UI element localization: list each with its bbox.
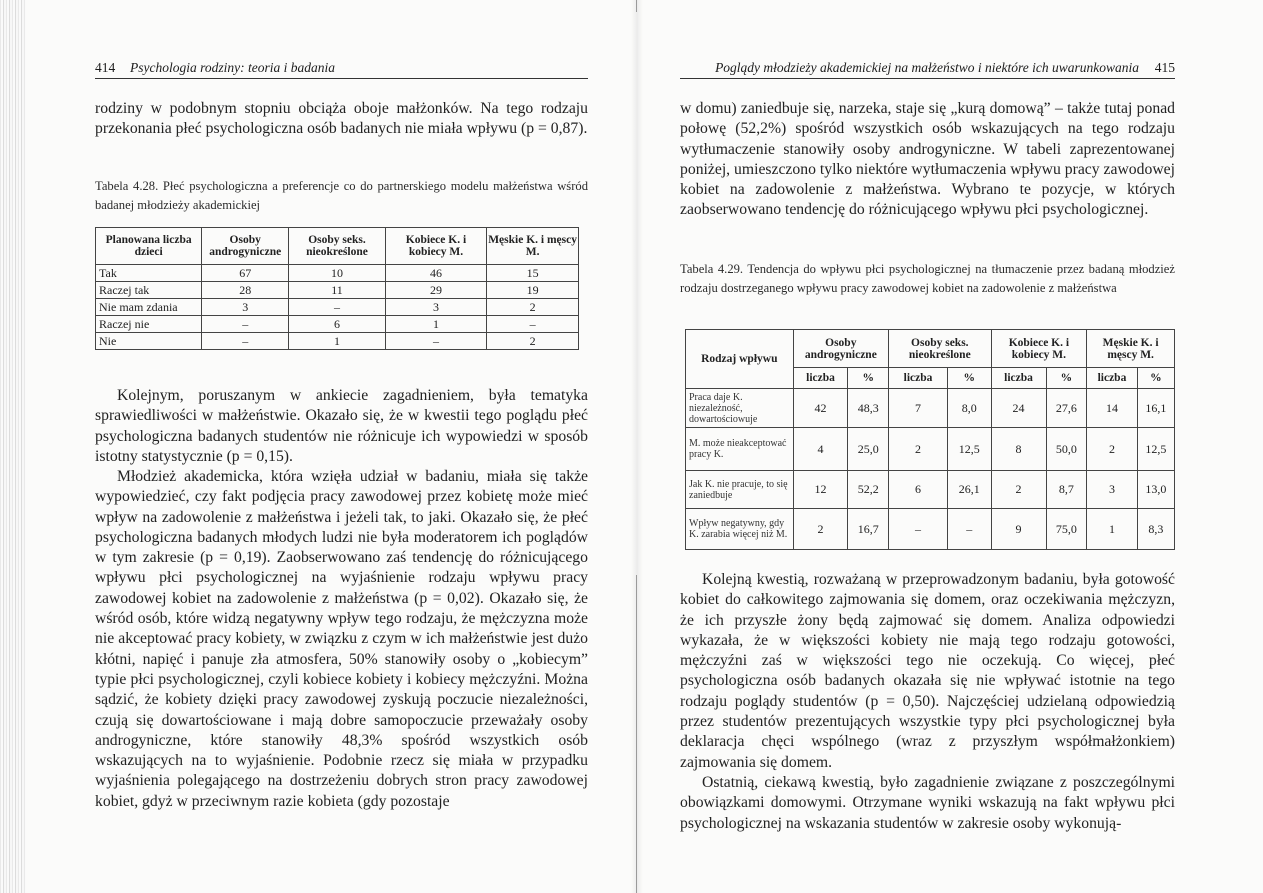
table-cell: 29	[385, 282, 486, 299]
table-cell: 13,0	[1137, 471, 1174, 509]
table-cell: 16,1	[1137, 389, 1174, 428]
table-cell: 42	[793, 389, 848, 428]
column-header: Osoby androgyniczne	[793, 330, 888, 368]
row-label: M. może nieakceptować pracy K.	[686, 428, 794, 471]
table-cell: 6	[289, 316, 386, 333]
row-label: Wpływ negatywny, gdy K. zarabia więcej niż M.	[686, 509, 794, 550]
table-row	[96, 299, 579, 316]
table-row	[96, 333, 579, 350]
table-cell: 3	[1087, 471, 1137, 509]
subheader-count: liczba	[889, 368, 948, 389]
table-cell: 16,7	[848, 509, 889, 550]
table-cell: –	[487, 316, 579, 333]
table-cell: 3	[202, 299, 289, 316]
paragraph: w domu) zaniedbuje się, narzeka, staje się „kurą domową” – także tutaj ponad połowę (52,2%) spośród wszystkich osób wskazujących na tego rodzaju wytłumaczenie stanowiły osoby androgyniczne. W tabeli zaprezentowanej poniżej, umieszczono tylko niektóre wytłumaczenia wpływu pracy zawodowej kobiet na zadowolenie z małżeństwa. Wybrano te pozycje, w których zaobserwowano tendencję do różnicującego wpływu płci psychologicznej.	[680, 100, 1175, 219]
table-cell: 6	[889, 471, 948, 509]
table-cell: 67	[202, 265, 289, 282]
page-number: 414	[95, 60, 116, 75]
table-cell: 9	[991, 509, 1046, 550]
gutter-line	[636, 0, 637, 12]
table-cell: 12,5	[947, 428, 991, 471]
table-cell: 2	[487, 333, 579, 350]
table-cell: 12,5	[1137, 428, 1174, 471]
paragraph: Kolejną kwestią, rozważaną w przeprowadzonym badaniu, była gotowość kobiet do całkowitego zajmowania się domem, oraz oczekiwania mężczyzn, że ich przyszłe żony będą zajmować się domem. Analiza odpowiedzi wykazała, że w większości kobiety nie mają tego rodzaju gotowości, mężczyźni zaś w większości tego nie oczekują. Co więcej, płeć psychologiczna osób badanych okazała się nie wpływać istotnie na tego rodzaju poglądy studentów (p = 0,50). Najczęściej udzielaną odpowiedzią przez studentów prezentujących wszystkie typy płci psychologicznej była deklaracja chęci wspólnego (wraz z przyszłym współmałżonkiem) zajmowania się domem.	[680, 571, 1175, 771]
table-cell: 46	[385, 265, 486, 282]
table-cell: 8	[991, 428, 1046, 471]
table-cell: 1	[385, 316, 486, 333]
table-cell: 11	[289, 282, 386, 299]
subheader-count: liczba	[991, 368, 1046, 389]
table-cell: 2	[793, 509, 848, 550]
column-header: Męskie K. i męscy M.	[487, 228, 579, 265]
table-cell: 7	[889, 389, 948, 428]
table-cell: 19	[487, 282, 579, 299]
left-page	[95, 0, 588, 893]
table-row	[96, 265, 579, 282]
table-cell: 8,7	[1046, 471, 1087, 509]
table-cell: 8,3	[1137, 509, 1174, 550]
column-header: Kobiece K. i kobiecy M.	[385, 228, 486, 265]
subheader-count: liczba	[1087, 368, 1137, 389]
subheader-percent: %	[947, 368, 991, 389]
table-cell: 52,2	[848, 471, 889, 509]
table-4-29	[685, 329, 1175, 550]
table-cell: 8,0	[947, 389, 991, 428]
table-cell: –	[289, 299, 386, 316]
table-cell: 2	[1087, 428, 1137, 471]
subheader-percent: %	[848, 368, 889, 389]
table-cell: 50,0	[1046, 428, 1087, 471]
table-cell: 27,6	[1046, 389, 1087, 428]
table-cell: 2	[889, 428, 948, 471]
table-cell: –	[202, 333, 289, 350]
table-cell: –	[889, 509, 948, 550]
table-row	[686, 509, 1175, 550]
column-header: Osoby seks. nieokreślone	[889, 330, 992, 368]
column-header: Planowana liczba dzieci	[96, 228, 202, 265]
subheader-count: liczba	[793, 368, 848, 389]
table-cell: –	[385, 333, 486, 350]
table-cell: 14	[1087, 389, 1137, 428]
table-row	[686, 471, 1175, 509]
gutter-line	[636, 575, 637, 893]
table-cell: 2	[487, 299, 579, 316]
column-header: Osoby androgyniczne	[202, 228, 289, 265]
subheader-percent: %	[1046, 368, 1087, 389]
paragraph: Ostatnią, ciekawą kwestią, było zagadnienie związane z poszczególnymi obowiązkami domowymi. Otrzymane wyniki wskazują na fakt wpływu płci psychologicznej na wskazania studentów w zakresie osoby wykonują-	[680, 774, 1175, 832]
binding-edge	[0, 0, 26, 893]
row-label: Raczej tak	[96, 282, 202, 299]
row-label: Raczej nie	[96, 316, 202, 333]
table-header-row	[686, 330, 1175, 368]
table-row	[686, 428, 1175, 471]
table-cell: 25,0	[848, 428, 889, 471]
column-header: Osoby seks. nieokreślone	[289, 228, 386, 265]
table-cell: 75,0	[1046, 509, 1087, 550]
table-row	[96, 282, 579, 299]
table-cell: 24	[991, 389, 1046, 428]
table-4-28	[95, 227, 579, 350]
table-header-row	[96, 228, 579, 265]
row-label: Nie	[96, 333, 202, 350]
table-cell: 26,1	[947, 471, 991, 509]
row-label: Nie mam zdania	[96, 299, 202, 316]
paragraph: Kolejnym, poruszanym w ankiecie zagadnieniem, była tematyka sprawiedliwości w małżeństwie. Okazało się, że w kwestii tego poglądu płeć psychologiczna badanych studentów nie różnicuje ich wypowiedzi w sposób istotny statystycznie (p = 0,15).	[95, 387, 588, 465]
table-cell: 15	[487, 265, 579, 282]
subheader-percent: %	[1137, 368, 1174, 389]
table-cell: 3	[385, 299, 486, 316]
column-header: Męskie K. i męscy M.	[1087, 330, 1175, 368]
table-cell: 48,3	[848, 389, 889, 428]
table-cell: 1	[289, 333, 386, 350]
table-cell: 12	[793, 471, 848, 509]
running-header	[680, 60, 1175, 79]
table-cell: 4	[793, 428, 848, 471]
page-number: 415	[1154, 60, 1175, 75]
table-cell: 28	[202, 282, 289, 299]
paragraph: rodziny w podobnym stopniu obciąża oboje małżonków. Na tego rodzaju przekonania płeć psychologiczna osób badanych nie miała wpływu (p = 0,87).	[95, 100, 588, 138]
row-label: Praca daje K. niezależność, dowartościowuje	[686, 389, 794, 428]
paragraph: Młodzież akademicka, która wzięła udział w badaniu, miała się także wypowiedzieć, czy fakt podjęcia pracy zawodowej przez kobietę może mieć wpływ na zadowolenie z małżeństwa i jeżeli tak, to jaki. Okazało się, że płeć psychologiczna badanych młodych ludzi nie była moderatorem ich poglądów w tym zakresie (p = 0,19). Zaobserwowano zaś tendencję do różnicującego wpływu płci psychologicznej na wyjaśnienie rodzaju wpływu pracy zawodowej kobiet na zadowolenie z małżeństwa (p = 0,02). Okazało się, że wśród osób, które widzą negatywny wpływ tego rodzaju, że mężczyzna może nie akceptować pracy kobiety, w związku z czym w ich małżeństwie jest dużo kłótni, napięć i panuje zła atmosfera, 50% stanowiły osoby o „kobiecym” typie płci psychologicznej, czyli kobiece kobiety i kobiecy mężczyźni. Można sądzić, że kobiety dzięki pracy zawodowej zyskują poczucie niezależności, czują się dowartościowane i mają dobre samopoczucie przeważały osoby androgyniczne, które stanowiły 48,3% spośród wszystkich osób wskazujących na to wyjaśnienie. Podobnie rzecz się miała w przypadku wyjaśnienia polegającego na dostrzeżeniu dobrych stron pracy zawodowej kobiet, gdyż w przeciwnym razie kobieta (gdy pozostaje	[95, 468, 588, 810]
running-title: Psychologia rodziny: teoria i badania	[130, 60, 335, 75]
row-header: Rodzaj wpływu	[686, 330, 794, 389]
table-cell: –	[947, 509, 991, 550]
row-label: Jak K. nie pracuje, to się zaniedbuje	[686, 471, 794, 509]
table-row	[686, 389, 1175, 428]
table-caption: Tabela 4.29. Tendencja do wpływu płci psychologicznej na tłumaczenie przez badaną młodzież rodzaju dostrzeganego wpływu pracy zawodowej kobiet na zadowolenie z małżeństwa	[680, 262, 1175, 295]
table-row	[96, 316, 579, 333]
table-cell: –	[202, 316, 289, 333]
column-header: Kobiece K. i kobiecy M.	[991, 330, 1087, 368]
right-page	[680, 0, 1175, 893]
running-header	[95, 60, 588, 79]
table-caption: Tabela 4.28. Płeć psychologiczna a preferencje co do partnerskiego modelu małżeństwa wśród badanej młodzieży akademickiej	[95, 179, 588, 212]
running-title: Poglądy młodzieży akademickiej na małżeństwo i niektóre ich uwarunkowania	[715, 60, 1139, 75]
table-cell: 2	[991, 471, 1046, 509]
book-gutter	[631, 0, 643, 893]
table-cell: 1	[1087, 509, 1137, 550]
row-label: Tak	[96, 265, 202, 282]
table-cell: 10	[289, 265, 386, 282]
